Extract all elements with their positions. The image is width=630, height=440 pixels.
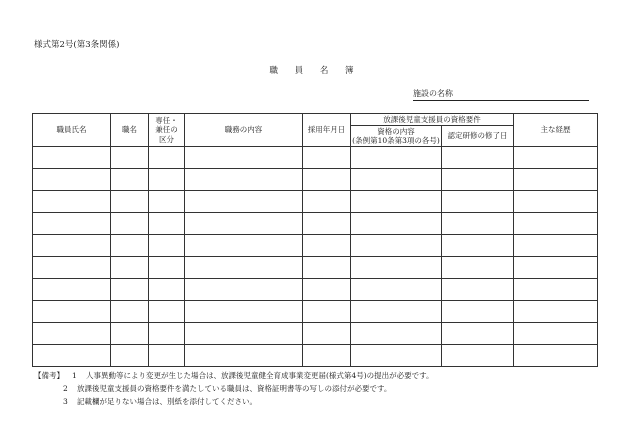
staff-register-table: [32, 113, 598, 367]
table-cell[interactable]: [33, 257, 111, 279]
table-cell[interactable]: [149, 279, 185, 301]
table-cell[interactable]: [185, 235, 303, 257]
table-cell[interactable]: [185, 213, 303, 235]
table-cell[interactable]: [351, 323, 442, 345]
table-cell[interactable]: [33, 279, 111, 301]
table-cell[interactable]: [111, 323, 149, 345]
table-cell[interactable]: [442, 257, 514, 279]
table-row: [33, 147, 598, 169]
table-cell[interactable]: [351, 147, 442, 169]
table-cell[interactable]: [351, 235, 442, 257]
table-cell[interactable]: [303, 323, 351, 345]
table-row: [33, 323, 598, 345]
table-cell[interactable]: [149, 147, 185, 169]
table-cell[interactable]: [185, 279, 303, 301]
table-row: [33, 345, 598, 367]
table-cell[interactable]: [149, 235, 185, 257]
header-employment-type-line3: 区分: [159, 134, 174, 144]
table-cell[interactable]: [514, 169, 598, 191]
table-cell[interactable]: [514, 147, 598, 169]
remark-item: [34, 383, 434, 396]
remarks-section: [34, 370, 434, 409]
remark-item: [34, 370, 434, 383]
header-staff-name: 職員氏名: [33, 114, 111, 147]
table-cell[interactable]: [514, 257, 598, 279]
header-qualification-content-line2: (条例第10条第3項の各号): [352, 136, 440, 145]
table-cell[interactable]: [111, 279, 149, 301]
table-cell[interactable]: [149, 191, 185, 213]
table-cell[interactable]: [514, 213, 598, 235]
table-cell[interactable]: [149, 323, 185, 345]
table-cell[interactable]: [514, 301, 598, 323]
table-row: [33, 169, 598, 191]
table-cell[interactable]: [33, 301, 111, 323]
table-cell[interactable]: [33, 345, 111, 367]
table-cell[interactable]: [351, 169, 442, 191]
header-employment-type-line1: 専任・: [155, 115, 178, 125]
table-cell[interactable]: [185, 301, 303, 323]
header-career: 主な経歴: [514, 114, 598, 147]
table-cell[interactable]: [514, 323, 598, 345]
table-cell[interactable]: [442, 191, 514, 213]
table-row: [33, 235, 598, 257]
table-cell[interactable]: [351, 213, 442, 235]
table-cell[interactable]: [442, 301, 514, 323]
facility-name-label: 施設の名称: [413, 89, 453, 98]
table-cell[interactable]: [514, 191, 598, 213]
table-cell[interactable]: [514, 279, 598, 301]
header-employment-type: [149, 114, 185, 147]
table-cell[interactable]: [33, 169, 111, 191]
table-cell[interactable]: [111, 257, 149, 279]
table-cell[interactable]: [442, 169, 514, 191]
table-cell[interactable]: [442, 213, 514, 235]
table-cell[interactable]: [149, 345, 185, 367]
table-cell[interactable]: [303, 147, 351, 169]
header-position: 職名: [111, 114, 149, 147]
table-cell[interactable]: [149, 169, 185, 191]
table-cell[interactable]: [303, 345, 351, 367]
facility-name-field[interactable]: [413, 88, 589, 101]
table-cell[interactable]: [111, 147, 149, 169]
table-cell[interactable]: [149, 257, 185, 279]
table-cell[interactable]: [185, 345, 303, 367]
table-cell[interactable]: [514, 345, 598, 367]
table-cell[interactable]: [33, 323, 111, 345]
table-cell[interactable]: [303, 213, 351, 235]
table-cell[interactable]: [185, 257, 303, 279]
table-cell[interactable]: [111, 301, 149, 323]
header-training-completion-date: 認定研修の修了日: [442, 126, 514, 147]
table-cell[interactable]: [185, 147, 303, 169]
table-cell[interactable]: [185, 169, 303, 191]
table-cell[interactable]: [111, 213, 149, 235]
table-cell[interactable]: [303, 169, 351, 191]
table-cell[interactable]: [185, 323, 303, 345]
table-body: [33, 147, 598, 367]
table-row: [33, 279, 598, 301]
table-cell[interactable]: [111, 169, 149, 191]
remark-number: 1: [72, 371, 77, 380]
table-cell[interactable]: [303, 279, 351, 301]
table-cell[interactable]: [303, 235, 351, 257]
table-cell[interactable]: [33, 235, 111, 257]
remark-text: 放課後児童支援員の資格要件を満たしている職員は、資格証明書等の写しの添付が必要です。: [77, 384, 392, 393]
table-cell[interactable]: [111, 235, 149, 257]
remarks-label: 【備考】: [34, 371, 64, 380]
table-cell[interactable]: [351, 257, 442, 279]
table-cell[interactable]: [149, 213, 185, 235]
table-cell[interactable]: [303, 301, 351, 323]
table-row: [33, 257, 598, 279]
table-cell[interactable]: [442, 235, 514, 257]
remark-item: [34, 396, 434, 409]
table-row: [33, 213, 598, 235]
remark-text: 記載欄が足りない場合は、別紙を添付してください。: [77, 397, 257, 406]
table-cell[interactable]: [33, 191, 111, 213]
table-cell[interactable]: [351, 301, 442, 323]
table-cell[interactable]: [351, 345, 442, 367]
table-cell[interactable]: [442, 279, 514, 301]
table-cell[interactable]: [514, 235, 598, 257]
form-number: 様式第2号(第3条関係): [34, 40, 120, 50]
header-qualification-group: 放課後児童支援員の資格要件: [351, 114, 514, 126]
table-cell[interactable]: [111, 191, 149, 213]
table-row: [33, 301, 598, 323]
remark-number: 3: [63, 397, 68, 406]
table-cell[interactable]: [185, 191, 303, 213]
remark-text: 人事異動等により変更が生じた場合は、放課後児童健全育成事業変更届(様式第4号)の提出が必要です。: [86, 371, 434, 380]
table-cell[interactable]: [351, 191, 442, 213]
header-qualification-content: [351, 126, 442, 147]
table-row: [33, 191, 598, 213]
document-title: 職 員 名 簿: [269, 66, 361, 76]
table-cell[interactable]: [33, 147, 111, 169]
table-cell[interactable]: [351, 279, 442, 301]
header-duties: 職務の内容: [185, 114, 303, 147]
table-cell[interactable]: [442, 147, 514, 169]
table-cell[interactable]: [442, 323, 514, 345]
header-hire-date: 採用年月日: [303, 114, 351, 147]
table-cell[interactable]: [442, 345, 514, 367]
table-cell[interactable]: [111, 345, 149, 367]
table-cell[interactable]: [303, 257, 351, 279]
remark-number: 2: [63, 384, 68, 393]
table-cell[interactable]: [303, 191, 351, 213]
table-cell[interactable]: [33, 213, 111, 235]
header-employment-type-line2: 兼任の: [155, 125, 178, 135]
header-qualification-content-line1: 資格の内容: [377, 126, 415, 136]
table-cell[interactable]: [149, 301, 185, 323]
